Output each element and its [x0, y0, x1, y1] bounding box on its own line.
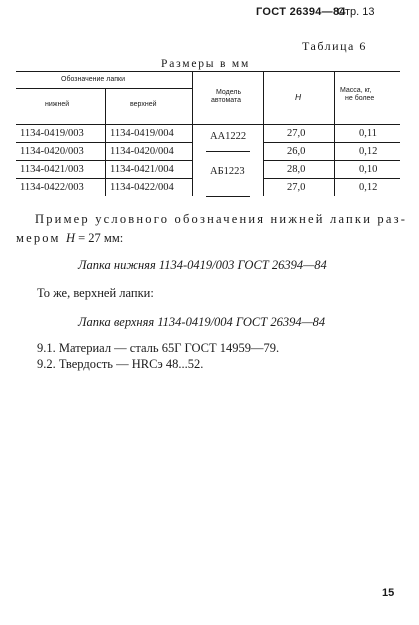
col-designation-group: Обозначение лапки — [61, 76, 125, 83]
row4-lower: 1134-0422/003 — [20, 182, 84, 193]
item-9-2: 9.2. Твердость — HRCэ 48...52. — [37, 357, 204, 371]
row3-mass: 0,10 — [359, 164, 378, 175]
model-aa1222: АА1222 — [210, 131, 247, 142]
example-intro-var: Н — [65, 231, 75, 245]
row3-lower: 1134-0421/003 — [20, 164, 84, 175]
row2-upper: 1134-0420/004 — [110, 146, 174, 157]
row1-upper: 1134-0419/004 — [110, 128, 174, 139]
col-mass-line2: не более — [345, 95, 375, 102]
row3-upper: 1134-0421/004 — [110, 164, 174, 175]
col-mass-line1: Масса, кг, — [340, 87, 372, 94]
row1-lower: 1134-0419/003 — [20, 128, 84, 139]
item-9-1: 9.1. Материал — сталь 65Г ГОСТ 14959—79. — [37, 341, 280, 355]
same-upper-label: То же, верхней лапки: — [37, 286, 154, 300]
standard-number: ГОСТ 26394—84 — [256, 6, 346, 18]
row4-upper: 1134-0422/004 — [110, 182, 174, 193]
col-model-line2: автомата — [211, 97, 242, 104]
example-intro-prefix: мером — [16, 231, 66, 245]
row4-mass: 0,12 — [359, 182, 378, 193]
row1-h: 27,0 — [287, 128, 306, 139]
example-upper-designation: Лапка верхняя 1134-0419/004 ГОСТ 26394—84 — [78, 315, 326, 329]
col-lower: нижней — [45, 101, 70, 108]
row3-h: 28,0 — [287, 164, 306, 175]
table-label: Таблица 6 — [302, 39, 367, 53]
col-upper: верхней — [130, 101, 157, 108]
table-caption: Размеры в мм — [161, 58, 251, 70]
col-h: Н — [295, 92, 302, 102]
example-intro-line2 — [16, 231, 123, 246]
row2-h: 26,0 — [287, 146, 306, 157]
page-number: 15 — [382, 587, 395, 599]
row4-h: 27,0 — [287, 182, 306, 193]
row2-lower: 1134-0420/003 — [20, 146, 84, 157]
model-ab1223: АБ1223 — [210, 166, 245, 177]
row2-mass: 0,12 — [359, 146, 378, 157]
example-intro-line1: Пример условного обозначения нижней лапки раз- — [35, 212, 408, 226]
example-intro-suffix: = 27 мм: — [75, 231, 124, 245]
example-lower-designation: Лапка нижняя 1134-0419/003 ГОСТ 26394—84 — [78, 258, 327, 272]
page-reference: Стр. 13 — [337, 6, 375, 18]
col-model-line1: Модель — [216, 89, 242, 96]
row1-mass: 0,11 — [359, 128, 377, 139]
